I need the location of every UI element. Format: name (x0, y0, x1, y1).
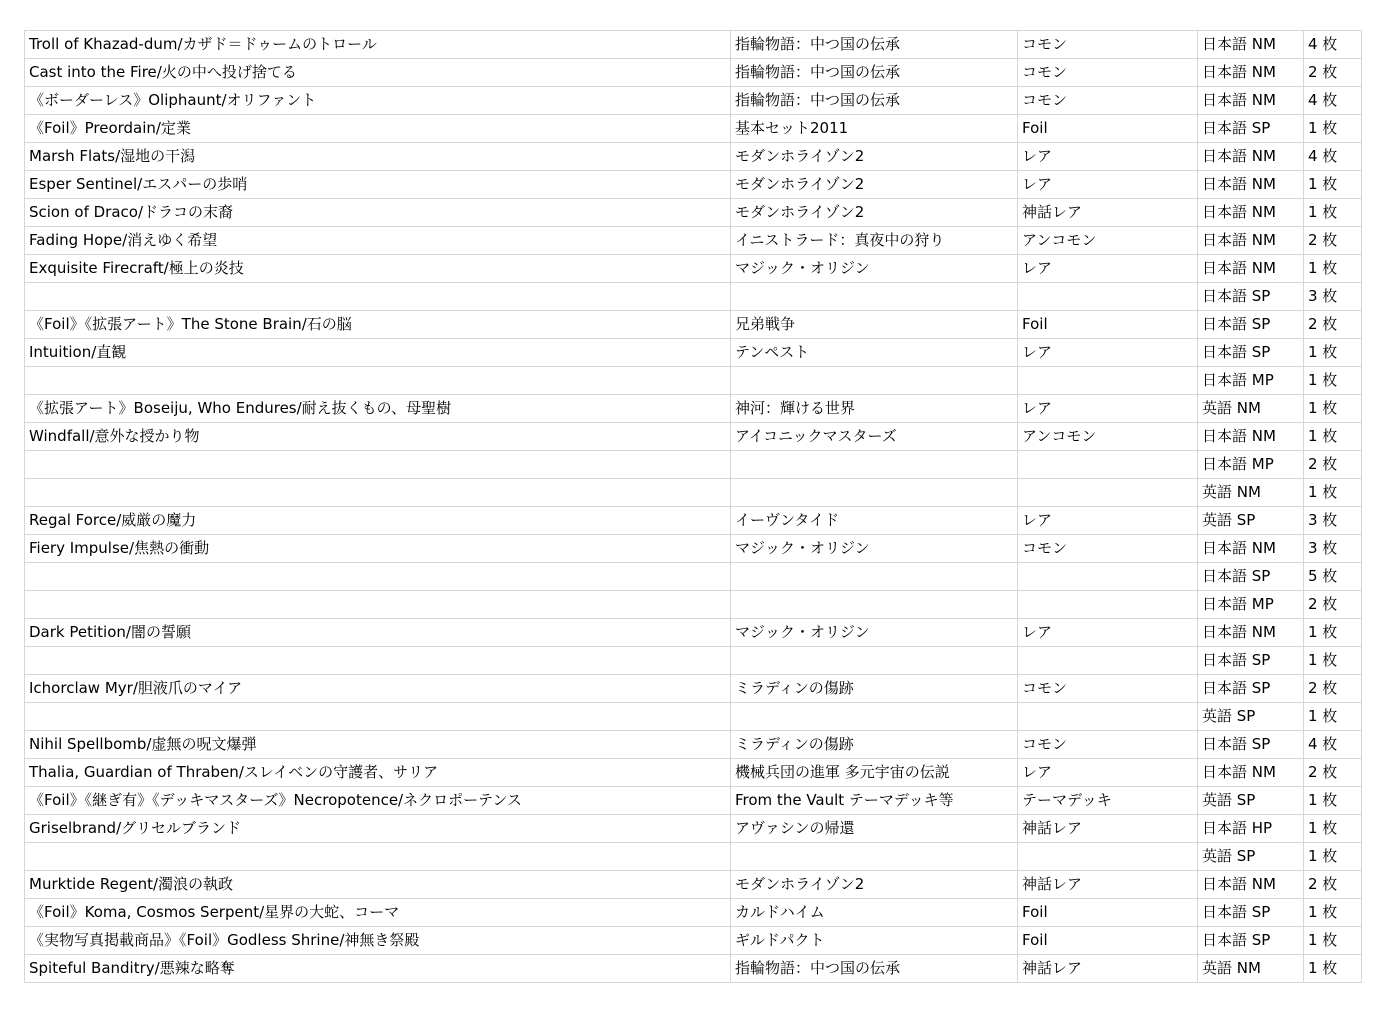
rarity-cell: レア (1018, 255, 1198, 283)
card-name-cell: Windfall/意外な授かり物 (25, 423, 731, 451)
quantity-cell: 2 枚 (1304, 591, 1362, 619)
set-name-cell: 指輪物語：中つ国の伝承 (731, 31, 1018, 59)
set-name-cell: イニストラード：真夜中の狩り (731, 227, 1018, 255)
quantity-cell: 2 枚 (1304, 871, 1362, 899)
quantity-cell: 4 枚 (1304, 731, 1362, 759)
quantity-cell: 1 枚 (1304, 367, 1362, 395)
rarity-cell: Foil (1018, 311, 1198, 339)
quantity-cell: 1 枚 (1304, 787, 1362, 815)
set-name-cell: カルドハイム (731, 899, 1018, 927)
condition-cell: 英語 SP (1198, 507, 1304, 535)
condition-cell: 日本語 NM (1198, 31, 1304, 59)
rarity-cell (1018, 563, 1198, 591)
set-name-cell: 神河：輝ける世界 (731, 395, 1018, 423)
table-row (25, 339, 1362, 367)
card-name-cell (25, 843, 731, 871)
table-body (25, 31, 1362, 983)
table-row (25, 451, 1362, 479)
table-row (25, 479, 1362, 507)
rarity-cell: レア (1018, 759, 1198, 787)
condition-cell: 日本語 SP (1198, 311, 1304, 339)
card-name-cell: 《Foil》《拡張アート》The Stone Brain/石の脳 (25, 311, 731, 339)
table-row (25, 59, 1362, 87)
table-row (25, 731, 1362, 759)
card-name-cell: Fading Hope/消えゆく希望 (25, 227, 731, 255)
condition-cell: 日本語 SP (1198, 731, 1304, 759)
card-name-cell: Troll of Khazad-dum/カザド＝ドゥームのトロール (25, 31, 731, 59)
table-row (25, 507, 1362, 535)
card-name-cell (25, 563, 731, 591)
set-name-cell (731, 843, 1018, 871)
table-row (25, 619, 1362, 647)
rarity-cell: コモン (1018, 675, 1198, 703)
card-name-cell (25, 479, 731, 507)
quantity-cell: 1 枚 (1304, 115, 1362, 143)
quantity-cell: 1 枚 (1304, 955, 1362, 983)
quantity-cell: 1 枚 (1304, 199, 1362, 227)
condition-cell: 日本語 NM (1198, 535, 1304, 563)
condition-cell: 英語 SP (1198, 703, 1304, 731)
table-row (25, 143, 1362, 171)
card-name-cell: 《Foil》《継ぎ有》《デッキマスターズ》Necropotence/ネクロポーテンス (25, 787, 731, 815)
rarity-cell: Foil (1018, 927, 1198, 955)
card-name-cell: Esper Sentinel/エスパーの歩哨 (25, 171, 731, 199)
table-row (25, 703, 1362, 731)
quantity-cell: 2 枚 (1304, 311, 1362, 339)
condition-cell: 日本語 SP (1198, 563, 1304, 591)
table-row (25, 871, 1362, 899)
card-name-cell: 《Foil》Preordain/定業 (25, 115, 731, 143)
card-name-cell: Dark Petition/闇の誓願 (25, 619, 731, 647)
quantity-cell: 2 枚 (1304, 451, 1362, 479)
table-row (25, 787, 1362, 815)
rarity-cell: レア (1018, 143, 1198, 171)
set-name-cell: モダンホライゾン2 (731, 199, 1018, 227)
table-row (25, 843, 1362, 871)
quantity-cell: 3 枚 (1304, 283, 1362, 311)
set-name-cell: 兄弟戦争 (731, 311, 1018, 339)
table-row (25, 367, 1362, 395)
condition-cell: 日本語 SP (1198, 647, 1304, 675)
condition-cell: 英語 NM (1198, 955, 1304, 983)
set-name-cell: イーヴンタイド (731, 507, 1018, 535)
set-name-cell (731, 451, 1018, 479)
card-name-cell (25, 703, 731, 731)
table-row (25, 647, 1362, 675)
quantity-cell: 1 枚 (1304, 647, 1362, 675)
condition-cell: 日本語 SP (1198, 927, 1304, 955)
condition-cell: 日本語 SP (1198, 339, 1304, 367)
condition-cell: 日本語 NM (1198, 87, 1304, 115)
rarity-cell: コモン (1018, 535, 1198, 563)
quantity-cell: 1 枚 (1304, 171, 1362, 199)
table-row (25, 283, 1362, 311)
quantity-cell: 2 枚 (1304, 759, 1362, 787)
condition-cell: 日本語 NM (1198, 759, 1304, 787)
quantity-cell: 4 枚 (1304, 87, 1362, 115)
rarity-cell: Foil (1018, 899, 1198, 927)
table-row (25, 423, 1362, 451)
table-row (25, 535, 1362, 563)
card-name-cell (25, 451, 731, 479)
rarity-cell: コモン (1018, 731, 1198, 759)
condition-cell: 日本語 NM (1198, 171, 1304, 199)
condition-cell: 英語 SP (1198, 843, 1304, 871)
set-name-cell: アイコニックマスターズ (731, 423, 1018, 451)
condition-cell: 日本語 NM (1198, 619, 1304, 647)
condition-cell: 日本語 NM (1198, 143, 1304, 171)
rarity-cell: コモン (1018, 87, 1198, 115)
quantity-cell: 2 枚 (1304, 227, 1362, 255)
card-name-cell: Cast into the Fire/火の中へ投げ捨てる (25, 59, 731, 87)
rarity-cell: Foil (1018, 115, 1198, 143)
quantity-cell: 2 枚 (1304, 675, 1362, 703)
table-row (25, 675, 1362, 703)
set-name-cell: From the Vault テーマデッキ等 (731, 787, 1018, 815)
quantity-cell: 1 枚 (1304, 815, 1362, 843)
table-row (25, 255, 1362, 283)
condition-cell: 英語 NM (1198, 479, 1304, 507)
condition-cell: 日本語 NM (1198, 227, 1304, 255)
quantity-cell: 1 枚 (1304, 619, 1362, 647)
table-row (25, 759, 1362, 787)
table-row (25, 899, 1362, 927)
rarity-cell: レア (1018, 507, 1198, 535)
rarity-cell (1018, 647, 1198, 675)
condition-cell: 日本語 NM (1198, 199, 1304, 227)
card-name-cell: 《拡張アート》Boseiju, Who Endures/耐え抜くもの、母聖樹 (25, 395, 731, 423)
card-name-cell: Fiery Impulse/焦熱の衝動 (25, 535, 731, 563)
card-name-cell: 《Foil》Koma, Cosmos Serpent/星界の大蛇、コーマ (25, 899, 731, 927)
card-inventory-table (24, 30, 1362, 983)
card-name-cell: 《実物写真掲載商品》《Foil》Godless Shrine/神無き祭殿 (25, 927, 731, 955)
rarity-cell (1018, 479, 1198, 507)
condition-cell: 日本語 SP (1198, 675, 1304, 703)
set-name-cell (731, 479, 1018, 507)
rarity-cell: コモン (1018, 59, 1198, 87)
set-name-cell (731, 283, 1018, 311)
set-name-cell: モダンホライゾン2 (731, 143, 1018, 171)
quantity-cell: 1 枚 (1304, 843, 1362, 871)
rarity-cell: レア (1018, 339, 1198, 367)
set-name-cell: 基本セット2011 (731, 115, 1018, 143)
table-row (25, 815, 1362, 843)
table-row (25, 955, 1362, 983)
table-row (25, 87, 1362, 115)
set-name-cell (731, 563, 1018, 591)
rarity-cell: アンコモン (1018, 423, 1198, 451)
condition-cell: 日本語 MP (1198, 591, 1304, 619)
rarity-cell (1018, 591, 1198, 619)
card-name-cell: Thalia, Guardian of Thraben/スレイベンの守護者、サリア (25, 759, 731, 787)
rarity-cell: レア (1018, 395, 1198, 423)
card-name-cell (25, 367, 731, 395)
set-name-cell: モダンホライゾン2 (731, 171, 1018, 199)
table-row (25, 563, 1362, 591)
table-row (25, 31, 1362, 59)
rarity-cell: テーマデッキ (1018, 787, 1198, 815)
condition-cell: 日本語 HP (1198, 815, 1304, 843)
rarity-cell: レア (1018, 619, 1198, 647)
rarity-cell: コモン (1018, 31, 1198, 59)
rarity-cell: 神話レア (1018, 955, 1198, 983)
condition-cell: 日本語 NM (1198, 255, 1304, 283)
quantity-cell: 1 枚 (1304, 423, 1362, 451)
set-name-cell: モダンホライゾン2 (731, 871, 1018, 899)
quantity-cell: 4 枚 (1304, 31, 1362, 59)
condition-cell: 日本語 NM (1198, 59, 1304, 87)
quantity-cell: 1 枚 (1304, 899, 1362, 927)
set-name-cell (731, 703, 1018, 731)
table-row (25, 927, 1362, 955)
set-name-cell: テンペスト (731, 339, 1018, 367)
set-name-cell (731, 647, 1018, 675)
card-name-cell: Murktide Regent/濁浪の執政 (25, 871, 731, 899)
table-row (25, 171, 1362, 199)
table-row (25, 227, 1362, 255)
condition-cell: 日本語 SP (1198, 283, 1304, 311)
set-name-cell: ギルドパクト (731, 927, 1018, 955)
card-name-cell: Nihil Spellbomb/虚無の呪文爆弾 (25, 731, 731, 759)
condition-cell: 日本語 NM (1198, 871, 1304, 899)
set-name-cell: 指輪物語：中つ国の伝承 (731, 59, 1018, 87)
set-name-cell: ミラディンの傷跡 (731, 731, 1018, 759)
set-name-cell: マジック・オリジン (731, 619, 1018, 647)
card-name-cell: Regal Force/威厳の魔力 (25, 507, 731, 535)
rarity-cell: 神話レア (1018, 871, 1198, 899)
table-row (25, 199, 1362, 227)
set-name-cell: マジック・オリジン (731, 535, 1018, 563)
rarity-cell (1018, 703, 1198, 731)
rarity-cell (1018, 451, 1198, 479)
rarity-cell (1018, 367, 1198, 395)
rarity-cell (1018, 843, 1198, 871)
condition-cell: 日本語 MP (1198, 451, 1304, 479)
card-name-cell: 《ボーダーレス》Oliphaunt/オリファント (25, 87, 731, 115)
condition-cell: 日本語 SP (1198, 115, 1304, 143)
table-row (25, 311, 1362, 339)
rarity-cell: 神話レア (1018, 815, 1198, 843)
table-row (25, 591, 1362, 619)
condition-cell: 日本語 SP (1198, 899, 1304, 927)
card-name-cell: Intuition/直観 (25, 339, 731, 367)
condition-cell: 日本語 NM (1198, 423, 1304, 451)
rarity-cell: 神話レア (1018, 199, 1198, 227)
card-name-cell (25, 591, 731, 619)
rarity-cell: レア (1018, 171, 1198, 199)
set-name-cell: 機械兵団の進軍 多元宇宙の伝説 (731, 759, 1018, 787)
set-name-cell: マジック・オリジン (731, 255, 1018, 283)
condition-cell: 英語 NM (1198, 395, 1304, 423)
set-name-cell (731, 367, 1018, 395)
quantity-cell: 1 枚 (1304, 927, 1362, 955)
quantity-cell: 5 枚 (1304, 563, 1362, 591)
condition-cell: 日本語 MP (1198, 367, 1304, 395)
card-name-cell: Scion of Draco/ドラコの末裔 (25, 199, 731, 227)
quantity-cell: 4 枚 (1304, 143, 1362, 171)
card-name-cell: Exquisite Firecraft/極上の炎技 (25, 255, 731, 283)
table-row (25, 115, 1362, 143)
card-name-cell: Ichorclaw Myr/胆液爪のマイア (25, 675, 731, 703)
quantity-cell: 3 枚 (1304, 507, 1362, 535)
quantity-cell: 1 枚 (1304, 479, 1362, 507)
condition-cell: 英語 SP (1198, 787, 1304, 815)
card-name-cell: Griselbrand/グリセルブランド (25, 815, 731, 843)
quantity-cell: 1 枚 (1304, 255, 1362, 283)
set-name-cell (731, 591, 1018, 619)
set-name-cell: 指輪物語：中つ国の伝承 (731, 87, 1018, 115)
quantity-cell: 2 枚 (1304, 59, 1362, 87)
quantity-cell: 3 枚 (1304, 535, 1362, 563)
card-name-cell (25, 283, 731, 311)
quantity-cell: 1 枚 (1304, 395, 1362, 423)
rarity-cell: アンコモン (1018, 227, 1198, 255)
set-name-cell: 指輪物語：中つ国の伝承 (731, 955, 1018, 983)
quantity-cell: 1 枚 (1304, 339, 1362, 367)
card-name-cell (25, 647, 731, 675)
quantity-cell: 1 枚 (1304, 703, 1362, 731)
set-name-cell: ミラディンの傷跡 (731, 675, 1018, 703)
card-name-cell: Marsh Flats/湿地の干潟 (25, 143, 731, 171)
set-name-cell: アヴァシンの帰還 (731, 815, 1018, 843)
rarity-cell (1018, 283, 1198, 311)
table-row (25, 395, 1362, 423)
card-name-cell: Spiteful Banditry/悪辣な略奪 (25, 955, 731, 983)
